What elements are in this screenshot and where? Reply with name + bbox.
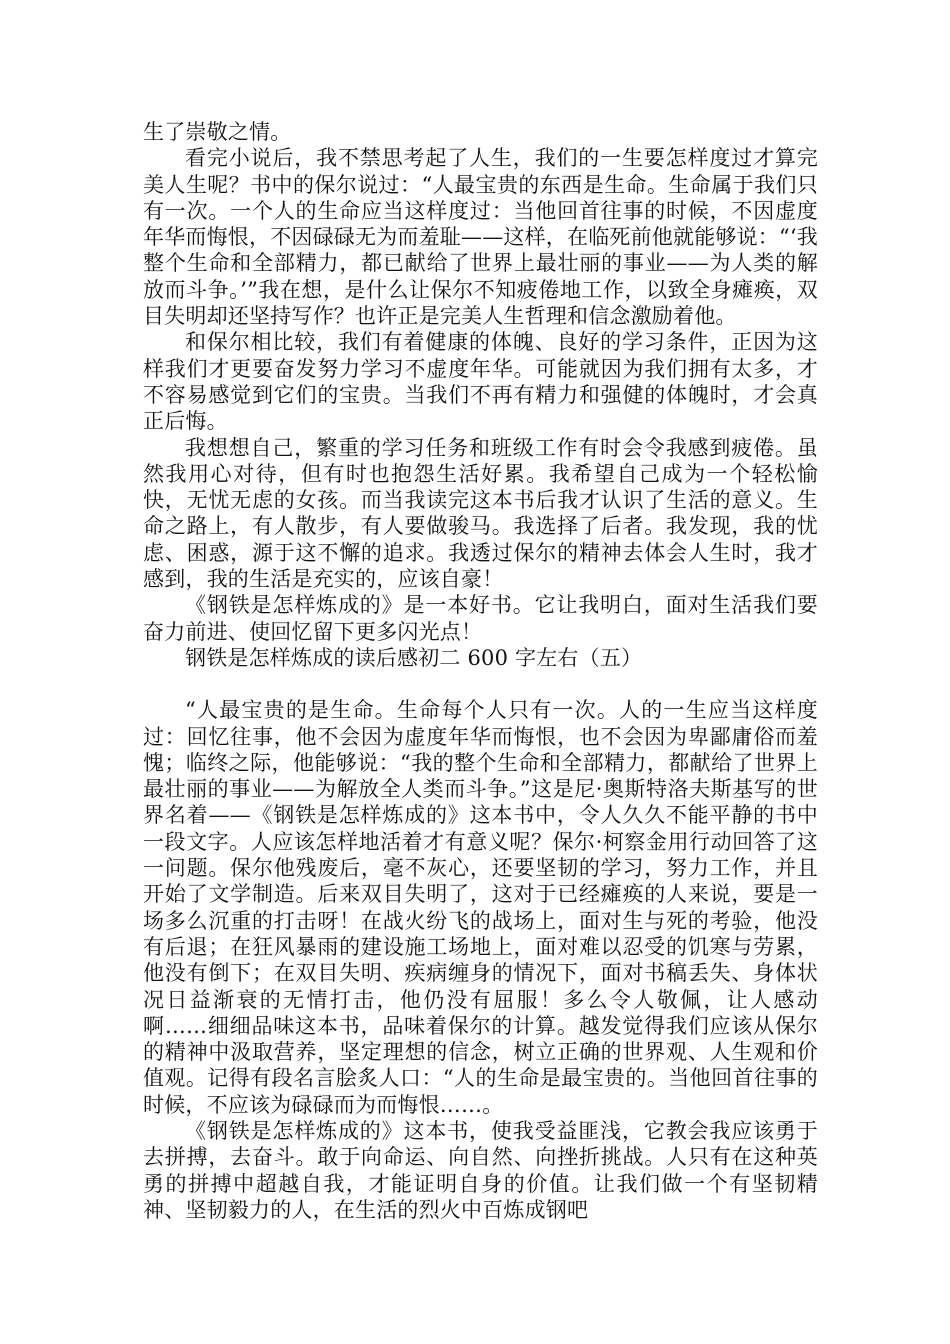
paragraph-quote-essay: “人最宝贵的是生命。生命每个人只有一次。人的一生应当这样度过：回忆往事，他不会因为虚度年华而悔恨，也不会因为卑鄙庸俗而羞愧；临终之际，他能够说：“我的整个生命和全部精力，都献给了世界上最壮丽的事业——为解放全人类而斗争。”这是尼·奥斯特洛夫斯基写的世界名着——《钢铁是怎样炼成的》这本书中，令人久久不能平静的书中一段文字。人应该怎样地活着才有意义呢？保尔·柯察金用行动回答了这一问题。保尔他残废后，毫不灰心，还要坚韧的学习，努力工作，并且开始了文学制造。后来双目失明了，这对于已经瘫痪的人来说，要是一场多么沉重的打击呀！在战火纷飞的战场上，面对生与死的考验，他没有后退；在狂风暴雨的建设施工场地上，面对难以忍受的饥寒与劳累，他没有倒下；在双目失明、疾病缠身的情况下，面对书稿丢失、身体状况日益渐衰的无情打击，他仍没有屈服！多么令人敬佩，让人感动啊……细细品味这本书，品味着保尔的计算。越发觉得我们应该从保尔的精神中汲取营养，坚定理想的信念，树立正确的世界观、人生观和价值观。记得有段名言脍炙人口：“人的生命是最宝贵的。当他回首往事的时候，不应该为碌碌而为而悔恨……。 — [143, 698, 818, 1117]
paragraph-comparison: 和保尔相比较，我们有着健康的体魄、良好的学习条件，正因为这样我们才更要奋发努力学习不虚度年华。可能就因为我们拥有太多，才不容易感觉到它们的宝贵。当我们不再有精力和强健的体魄时，才会真正后悔。 — [143, 330, 818, 434]
section-title: 钢铁是怎样炼成的读后感初二 600 字左右（五） — [185, 645, 643, 670]
paragraph-self-reflection: 我想想自己，繁重的学习任务和班级工作有时会令我感到疲倦。虽然我用心对待，但有时也抱怨生活好累。我希望自己成为一个轻松愉快，无忧无虑的女孩。而当我读完这本书后我才认识了生活的意义。生命之路上，有人散步，有人要做骏马。我选择了后者。我发现，我的忧虑、困惑，源于这不懈的追求。我透过保尔的精神去体会人生时，我才感到，我的生活是充实的，应该自豪！ — [143, 435, 818, 592]
document-body — [143, 119, 818, 1223]
paragraph-life-reflection: 看完小说后，我不禁思考起了人生，我们的一生要怎样度过才算完美人生呢？书中的保尔说过：“人最宝贵的东西是生命。生命属于我们只有一次。一个人的生命应当这样度过：当他回首往事的时候，不因虚度年华而悔恨，不因碌碌无为而羞耻——这样，在临死前他就能够说：“‘我整个生命和全部精力，都已献给了世界上最壮丽的事业——为人类的解放而斗争。’”我在想，是什么让保尔不知疲倦地工作，以致全身瘫痪，双目失明却还坚持写作？也许正是完美人生哲理和信念激励着他。 — [143, 146, 819, 329]
paragraph-continuation: 生了崇敬之情。 — [143, 120, 292, 144]
paragraph-conclusion: 《钢铁是怎样炼成的》是一本好书。它让我明白，面对生活我们要奋力前进、使回忆留下更多闪光点！ — [143, 593, 818, 644]
paragraph-final: 《钢铁是怎样炼成的》这本书，使我受益匪浅，它教会我应该勇于去拼搏，去奋斗。敢于向命运、向自然、向挫折挑战。人只有在这种英勇的拼搏中超越自我，才能证明自身的价值。让我们做一个有坚韧精神、坚韧毅力的人，在生活的烈火中百炼成钢吧 — [143, 1118, 818, 1222]
blank-line — [143, 671, 818, 697]
